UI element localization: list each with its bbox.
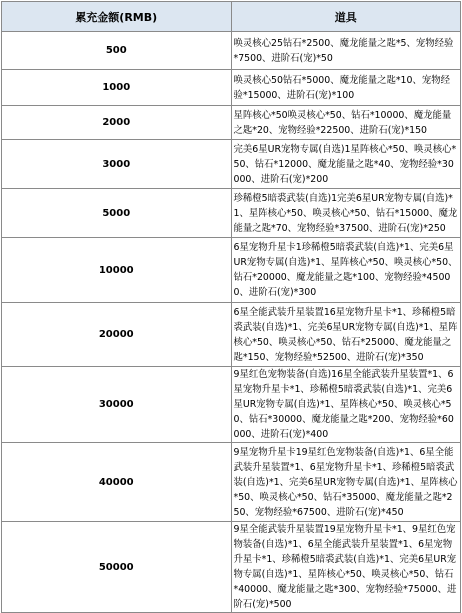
recharge-amount: 10000	[2, 238, 232, 303]
recharge-amount: 2000	[2, 106, 232, 140]
table-row	[2, 367, 461, 443]
recharge-amount: 50000	[2, 522, 232, 613]
header-row	[2, 2, 461, 32]
reward-items: 9星红色宠物装备(自选)16星全能武装升星装置*1、6星宠物升星卡*1、珍稀橙5暗裘武装(自选)*1、完美6星UR宠物专属(自选)*1、星阵核心*50、唤灵核心*50、钻石*30000、魔龙能量之匙*200、宠物经验*60000、进阶石(宠)*400	[231, 367, 461, 443]
recharge-amount: 3000	[2, 140, 232, 189]
recharge-reward-table	[1, 1, 461, 613]
table-row	[2, 238, 461, 303]
table-row	[2, 32, 461, 70]
table-row	[2, 443, 461, 522]
amount-column-header: 累充金额(RMB)	[2, 2, 232, 32]
reward-items: 6星宠物升星卡1珍稀橙5暗裘武装(自选)*1、完美6星UR宠物专属(自选)*1、星阵核心*50、唤灵核心*50、钻石*20000、魔龙能量之匙*100、宠物经验*45000、进阶石(宠)*300	[231, 238, 461, 303]
recharge-amount: 5000	[2, 189, 232, 238]
recharge-amount: 30000	[2, 367, 232, 443]
reward-items: 完美6星UR宠物专属(自选)1星阵核心*50、唤灵核心*50、钻石*12000、魔龙能量之匙*40、宠物经验*30000、进阶石(宠)*200	[231, 140, 461, 189]
recharge-amount: 20000	[2, 303, 232, 367]
recharge-amount: 500	[2, 32, 232, 70]
table-row	[2, 189, 461, 238]
table-body	[2, 32, 461, 613]
reward-items: 6星全能武装升星装置16星宠物升星卡*1、珍稀橙5暗裘武装(自选)*1、完美6星UR宠物专属(自选)*1、星阵核心*50、唤灵核心*50、钻石*25000、魔龙能量之匙*150、宠物经验*52500、进阶石(宠)*350	[231, 303, 461, 367]
table-row	[2, 140, 461, 189]
table-row	[2, 106, 461, 140]
reward-items: 唤灵核心50钻石*5000、魔龙能量之匙*10、宠物经验*15000、进阶石(宠)*100	[231, 70, 461, 106]
reward-items: 唤灵核心25钻石*2500、魔龙能量之匙*5、宠物经验*7500、进阶石(宠)*50	[231, 32, 461, 70]
recharge-amount: 1000	[2, 70, 232, 106]
reward-items: 星阵核心*50唤灵核心*50、钻石*10000、魔龙能量之匙*20、宠物经验*22500、进阶石(宠)*150	[231, 106, 461, 140]
recharge-amount: 40000	[2, 443, 232, 522]
items-column-header: 道具	[231, 2, 461, 32]
table-row	[2, 70, 461, 106]
table-row	[2, 522, 461, 613]
reward-items: 珍稀橙5暗裘武装(自选)1完美6星UR宠物专属(自选)*1、星阵核心*50、唤灵核心*50、钻石*15000、魔龙能量之匙*70、宠物经验*37500、进阶石(宠)*250	[231, 189, 461, 238]
reward-items: 9星宠物升星卡19星红色宠物装备(自选)*1、6星全能武装升星装置*1、6星宠物升星卡*1、珍稀橙5暗裘武装(自选)*1、完美6星UR宠物专属(自选)*1、星阵核心*50、唤灵核心*50、钻石*35000、魔龙能量之匙*250、宠物经验*67500、进阶石(宠)*450	[231, 443, 461, 522]
table-header	[2, 2, 461, 32]
table-row	[2, 303, 461, 367]
reward-items: 9星全能武装升星装置19星宠物升星卡*1、9星红色宠物装备(自选)*1、6星全能武装升星装置*1、6星宠物升星卡*1、珍稀橙5暗裘武装(自选)*1、完美6星UR宠物专属(自选)*1、星阵核心*50、唤灵核心*50、钻石*40000、魔龙能量之匙*300、宠物经验*75000、进阶石(宠)*500	[231, 522, 461, 613]
